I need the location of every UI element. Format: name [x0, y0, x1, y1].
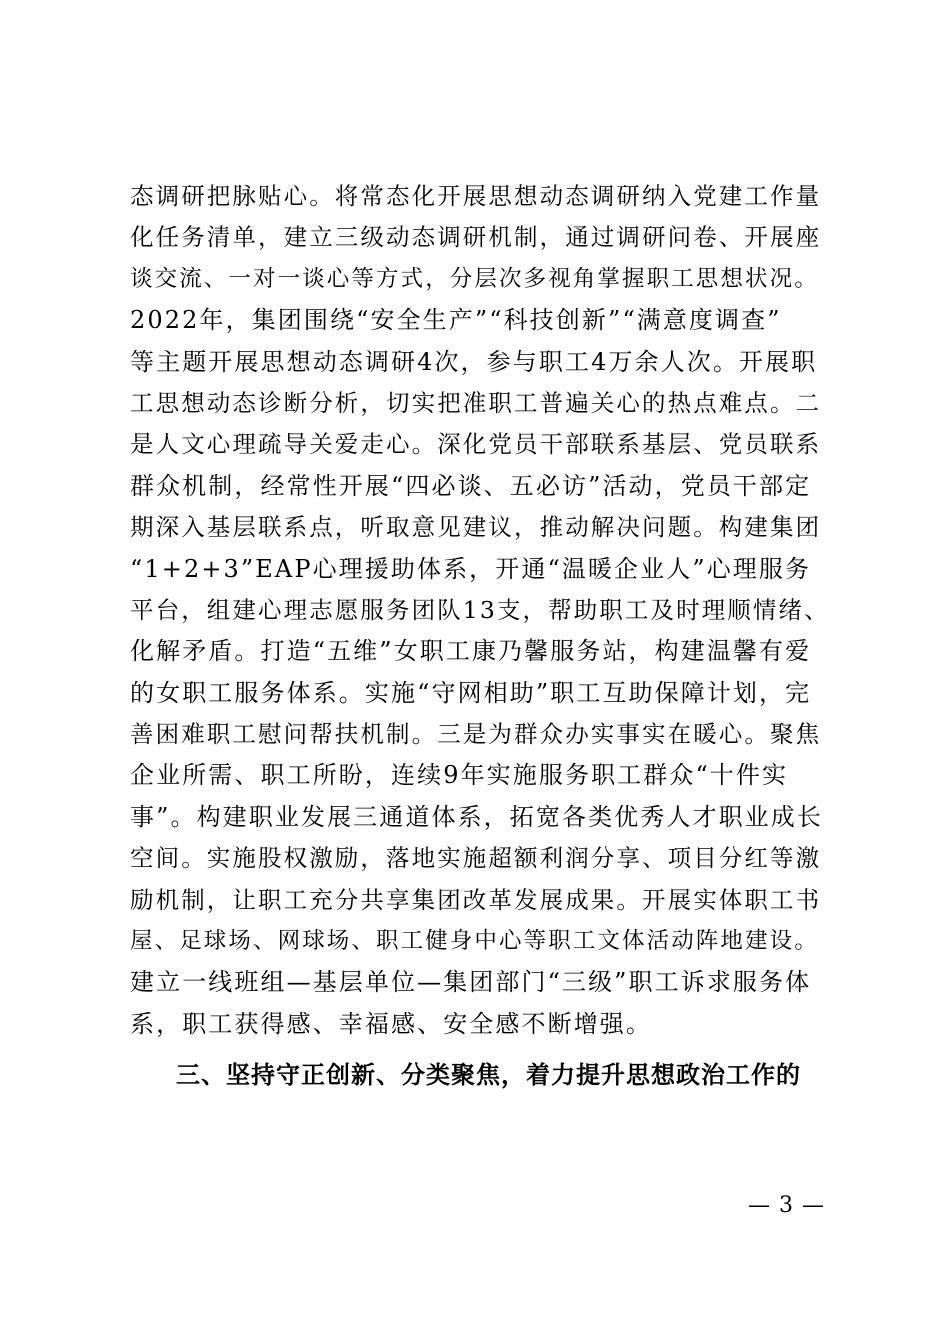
text-line: 群众机制，经常性开展“四必谈、五必访”活动，党员干部定 — [130, 471, 812, 500]
text-line: 工思想动态诊断分析，切实把准职工普遍关心的热点难点。二 — [130, 388, 822, 417]
text-line: 态调研把脉贴心。将常态化开展思想动态调研纳入党建工作量 — [130, 182, 822, 210]
text-line: 善困难职工慰问帮扶机制。三是为群众办实事实在暖心。聚焦 — [130, 720, 822, 749]
section-heading: 三、坚持守正创新、分类聚焦，着力提升思想政治工作的 — [176, 1061, 801, 1090]
text-line: 期深入基层联系点，听取意见建议，推动解决问题。构建集团 — [130, 513, 822, 542]
text-line: 是人文心理疏导关爱走心。深化党员干部联系基层、党员联系 — [130, 430, 822, 459]
text-line: 的女职工服务体系。实施“守网相助”职工互助保障计划，完 — [130, 678, 812, 707]
text-line: 平台，组建心理志愿服务团队13支，帮助职工及时理顺情绪、 — [130, 595, 830, 624]
text-line: 屋、足球场、网球场、职工健身中心等职工文体活动阵地建设。 — [130, 928, 819, 955]
text-line: 系，职工获得感、幸福感、安全感不断增强。 — [130, 1009, 652, 1038]
text-line: 空间。实施股权激励，落地实施超额利润分享、项目分红等激 — [130, 844, 822, 873]
body-text — [130, 176, 830, 1097]
text-line: 谈交流、一对一谈心等方式，分层次多视角掌握职工思想状况。 — [130, 265, 819, 292]
text-line: 化解矛盾。打造“五维”女职工康乃馨服务站，构建温馨有爱 — [130, 637, 812, 666]
text-line: 2022年，集团围绕“安全生产”“科技创新”“满意度调查” — [130, 306, 782, 335]
text-line: 企业所需、职工所盼，连续9年实施服务职工群众“十件实 — [130, 761, 789, 790]
text-line: 事”。构建职业发展三通道体系，拓宽各类优秀人才职业成长 — [130, 802, 823, 831]
text-line: “1+2+3”EAP心理援助体系，开通“温暖企业人”心理服务 — [130, 554, 812, 583]
text-line: 化任务清单，建立三级动态调研机制，通过调研问卷、开展座 — [130, 223, 822, 252]
text-line: 等主题开展思想动态调研4次，参与职工4万余人次。开展职 — [130, 347, 818, 376]
page-number: — 3 — — [748, 1193, 825, 1218]
text-line: 励机制，让职工充分共享集团改革发展成果。开展实体职工书 — [130, 885, 822, 914]
text-line: 建立一线班组—基层单位—集团部门“三级”职工诉求服务体 — [130, 968, 812, 997]
